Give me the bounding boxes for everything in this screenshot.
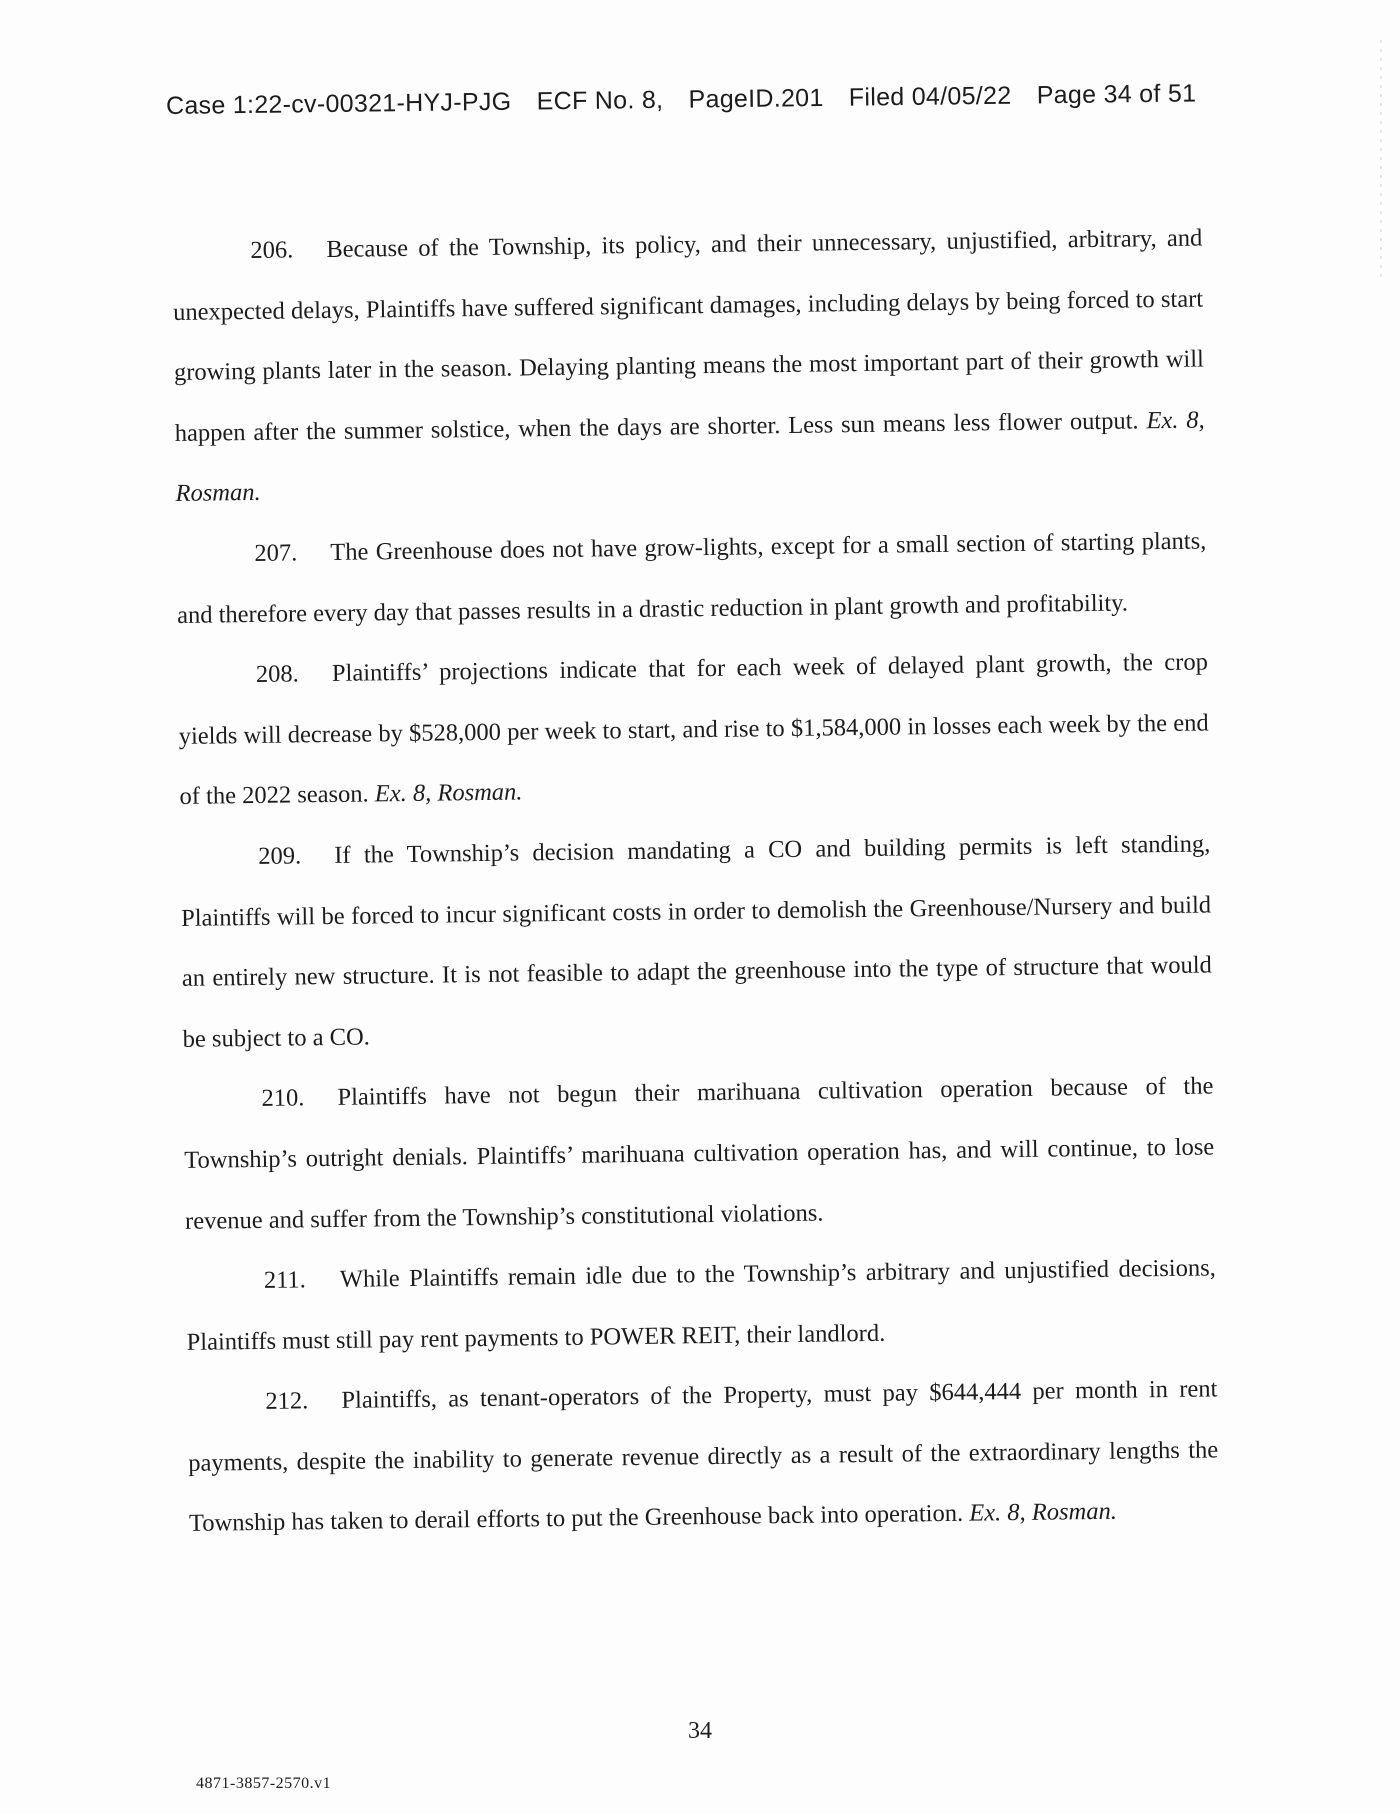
document-id: 4871-3857-2570.v1	[196, 1775, 332, 1792]
paragraph-number: 211.	[263, 1266, 307, 1294]
paragraph-number: 212.	[265, 1387, 309, 1416]
paragraph-211	[185, 1239, 1216, 1374]
page-of: Page 34 of 51	[1036, 79, 1197, 110]
filed-date: Filed 04/05/22	[848, 81, 1012, 112]
paragraph-text: Plaintiffs have not begun their marihuana cultivation operation because of the Township’s outright denials. Plaintiffs’ marihuana cultivation operation has, and will continue, to lose revenue and suffer from the Township’s constitutional violations.	[184, 1072, 1215, 1235]
paragraph-206	[172, 209, 1206, 525]
scan-edge-artifact	[1380, 40, 1382, 280]
case-header	[166, 79, 1196, 121]
paragraph-text: If the Township’s decision mandating a CO and building permits is left standing, Plaintiffs will be forced to incur significant costs in order to demolish the Greenhouse/Nursery and build an entirely new structure. It is not feasible to adapt the greenhouse into the type of structure that would be subject to a CO.	[180, 830, 1212, 1053]
paragraph-207	[176, 511, 1207, 646]
paragraph-number: 207.	[254, 539, 298, 567]
paragraph-text: Plaintiffs, as tenant-operators of the Property, must pay $644,444 per month in rent payments, despite the inability to generate revenue directly as a result of the extraordinary lengths the Township has taken to derail efforts to put the Greenhouse back into operation.	[188, 1375, 1219, 1538]
case-number: Case 1:22-cv-00321-HYJ-PJG	[165, 87, 512, 120]
ecf-number: ECF No. 8,	[536, 85, 664, 116]
paragraph-208	[178, 633, 1210, 828]
paragraph-text: The Greenhouse does not have grow-lights, except for a small section of starting plants, and therefore every day that passes results in a drastic reduction in plant growth and profitability.	[176, 527, 1207, 629]
document-body	[172, 209, 1219, 1555]
paragraph-text: Plaintiffs’ projections indicate that for each week of delayed plant growth, the crop yields will decrease by $528,000 per week to start, and rise to $1,584,000 in losses each week by the end of the 2022 season.	[178, 648, 1209, 811]
citation: Ex. 8, Rosman.	[969, 1498, 1118, 1528]
citation: Ex. 8, Rosman.	[175, 406, 1205, 508]
paragraph-number: 209.	[258, 842, 302, 870]
page-id: PageID.201	[688, 83, 824, 114]
paragraph-text: While Plaintiffs remain idle due to the Township’s arbitrary and unjustified decisions, Plaintiffs must still pay rent payments to POWER REIT, their landlord.	[186, 1254, 1216, 1356]
citation: Ex. 8, Rosman.	[374, 778, 523, 808]
paragraph-number: 208.	[255, 660, 299, 689]
paragraph-210	[183, 1057, 1215, 1252]
paragraph-number: 206.	[250, 236, 294, 264]
paragraph-209	[180, 814, 1213, 1070]
paragraph-212	[187, 1360, 1219, 1555]
paragraph-text: Because of the Township, its policy, and their unnecessary, unjustified, arbitrary, and unexpected delays, Plaintiffs have suffered significant damages, including delays by being forced to start growing plants later in the season. Delaying planting means the most important part of their growth will happen after the summer solstice, when the days are shorter. Less sun means less flower output.	[173, 224, 1205, 447]
page-number: 34	[688, 1718, 712, 1744]
paragraph-number: 210.	[261, 1084, 305, 1113]
